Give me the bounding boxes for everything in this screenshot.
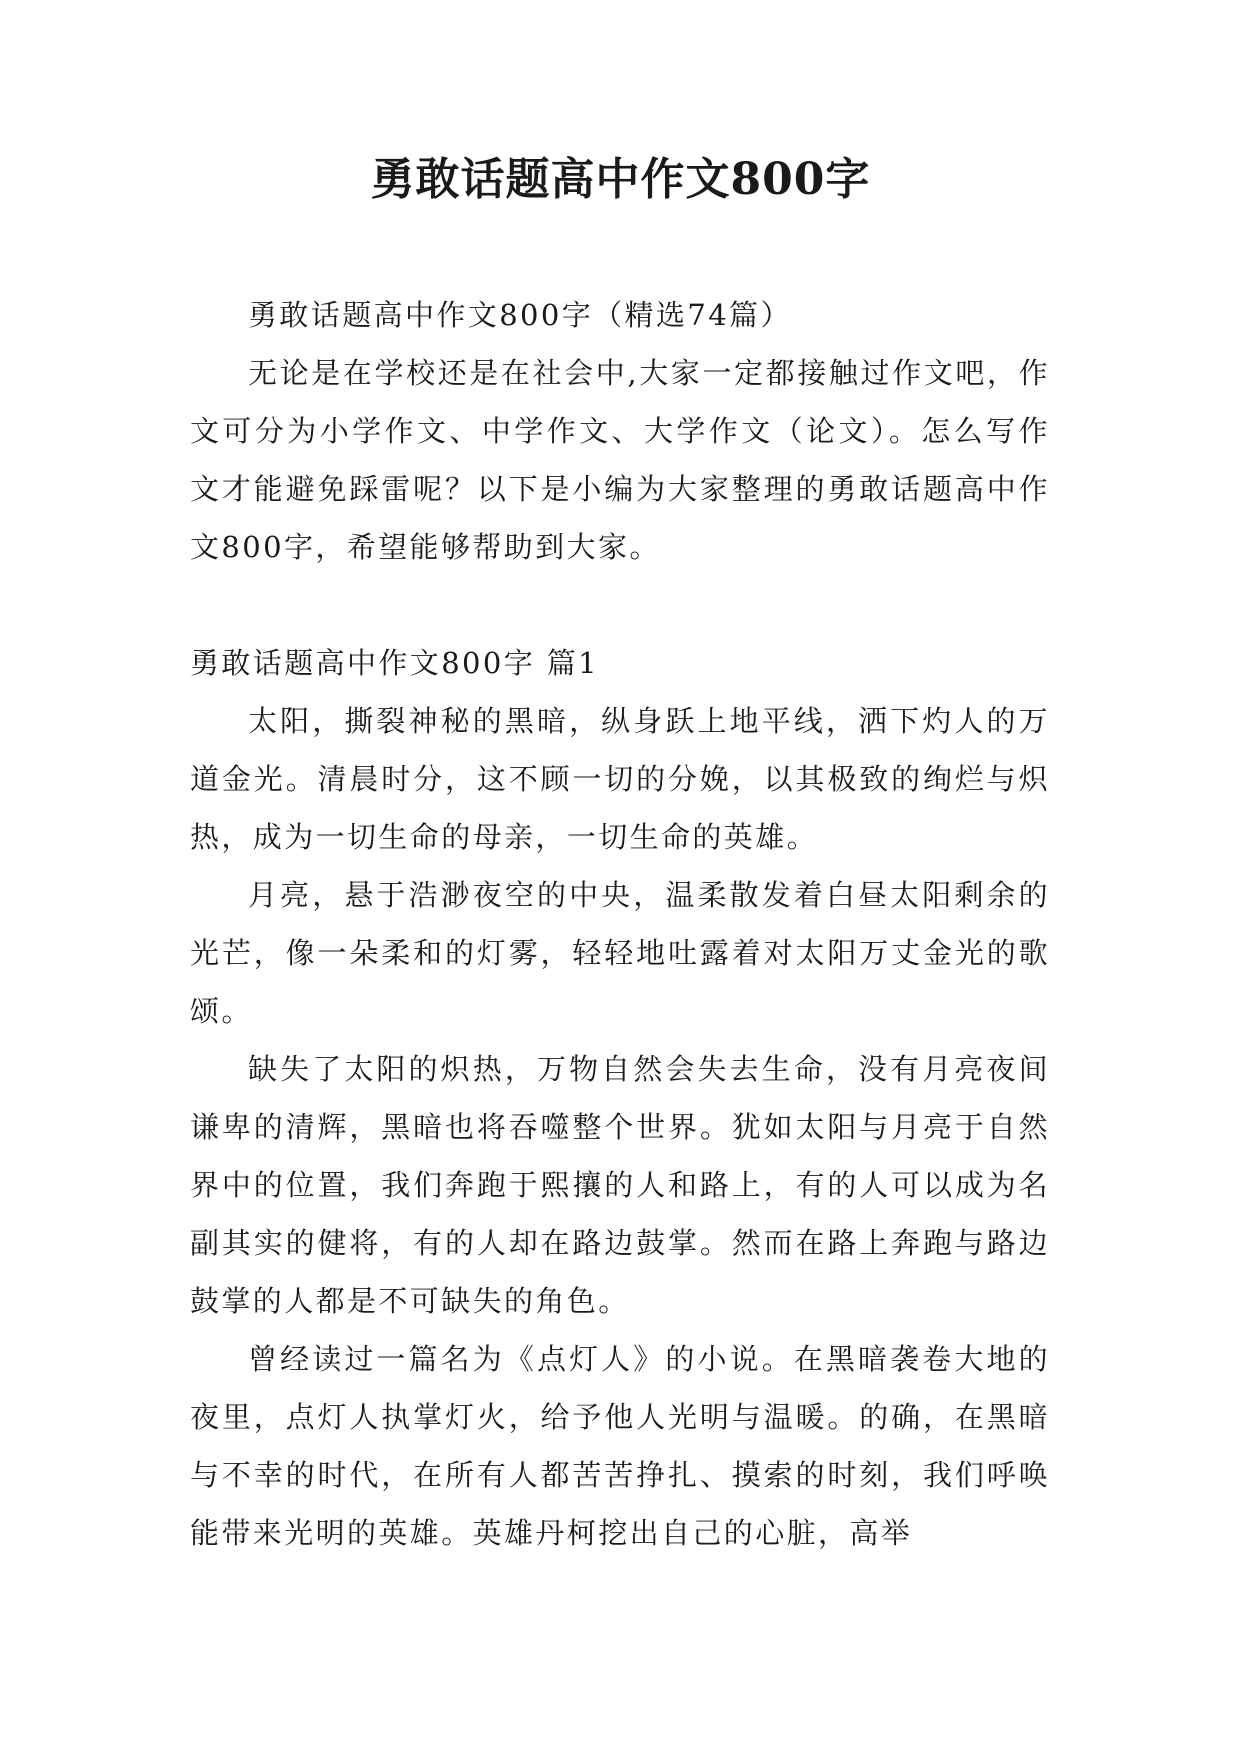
document-body [190, 286, 1050, 1562]
intro-paragraph: 无论是在学校还是在社会中,大家一定都接触过作文吧，作文可分为小学作文、中学作文、大学作文（论文）。怎么写作文才能避免踩雷呢？以下是小编为大家整理的勇敢话题高中作文800字，希望能够帮助到大家。 [190, 356, 1050, 564]
document-title: 勇敢话题高中作文800字 [370, 154, 871, 205]
section-heading: 勇敢话题高中作文800字 篇1 [190, 646, 600, 680]
body-paragraph: 太阳，撕裂神秘的黑暗，纵身跃上地平线，洒下灼人的万道金光。清晨时分，这不顾一切的分娩，以其极致的绚烂与炽热，成为一切生命的母亲，一切生命的英雄。 [190, 704, 1050, 854]
body-paragraph: 月亮，悬于浩渺夜空的中央，温柔散发着白昼太阳剩余的光芒，像一朵柔和的灯雾，轻轻地吐露着对太阳万丈金光的歌颂。 [190, 878, 1050, 1028]
body-paragraph: 曾经读过一篇名为《点灯人》的小说。在黑暗袭卷大地的夜里，点灯人执掌灯火，给予他人光明与温暖。的确，在黑暗与不幸的时代，在所有人都苦苦挣扎、摸索的时刻，我们呼唤能带来光明的英雄。英雄丹柯挖出自己的心脏，高举 [190, 1342, 1050, 1550]
body-paragraph: 缺失了太阳的炽热，万物自然会失去生命，没有月亮夜间谦卑的清辉，黑暗也将吞噬整个世界。犹如太阳与月亮于自然界中的位置，我们奔跑于熙攘的人和路上，有的人可以成为名副其实的健将，有的人却在路边鼓掌。然而在路上奔跑与路边鼓掌的人都是不可缺失的角色。 [190, 1052, 1050, 1318]
document-subtitle: 勇敢话题高中作文800字（精选74篇） [248, 298, 792, 332]
